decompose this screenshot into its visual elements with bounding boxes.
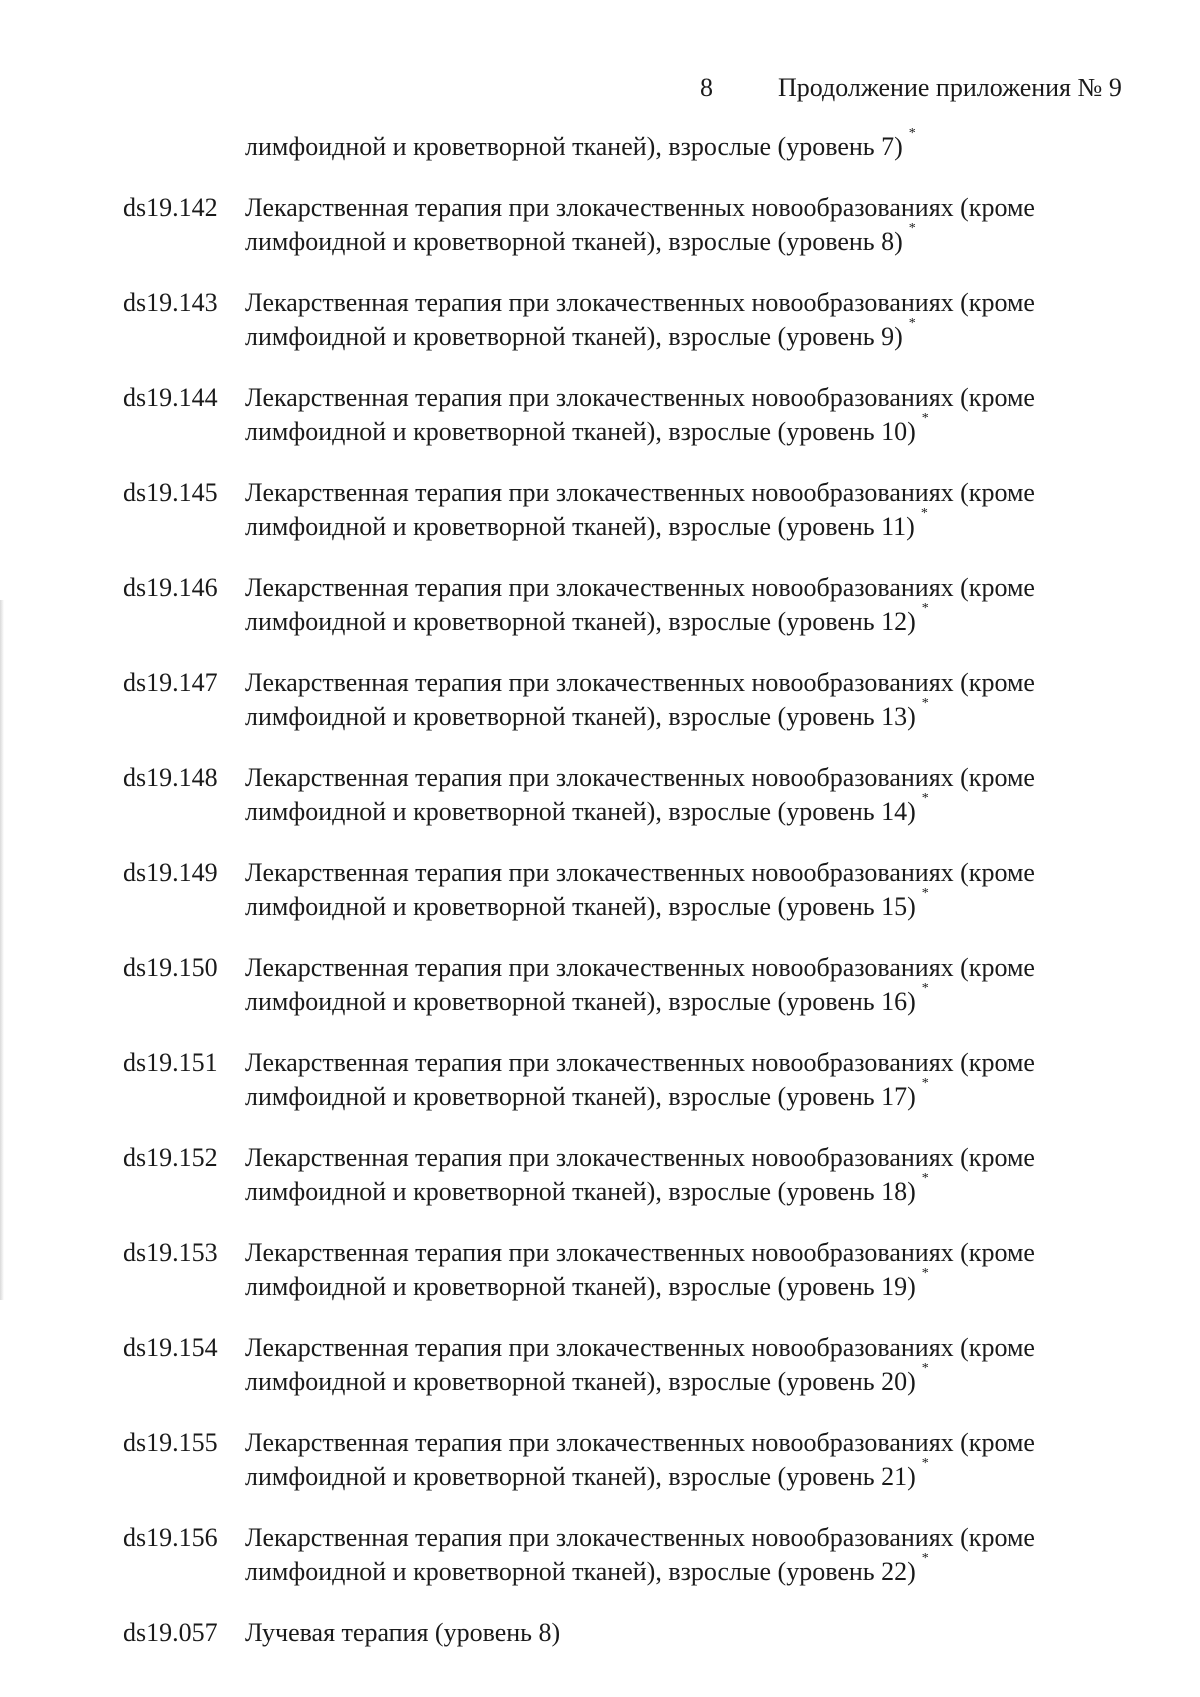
description-line-1: Лекарственная терапия при злокачественных новообразованиях (кроме xyxy=(245,1333,1035,1362)
description-line-2 xyxy=(245,506,1115,549)
item-code: ds19.151 xyxy=(123,1048,218,1077)
description-line-2-text: лимфоидной и кроветворной тканей), взрослые (уровень 13) xyxy=(245,702,916,731)
description-line-2-text: лимфоидной и кроветворной тканей), взрослые (уровень 18) xyxy=(245,1177,916,1206)
code-list xyxy=(123,191,1123,1650)
description-line-1: Лекарственная терапия при злокачественных новообразованиях (кроме xyxy=(245,1428,1035,1457)
list-item xyxy=(123,191,1123,264)
item-code: ds19.143 xyxy=(123,288,218,317)
list-item xyxy=(123,1236,1123,1309)
footnote-mark: * xyxy=(921,1076,929,1091)
description-line-2 xyxy=(245,1171,1115,1214)
footnote-mark: * xyxy=(921,601,929,616)
item-description xyxy=(245,856,1115,929)
appendix-title: Продолжение приложения № 9 xyxy=(778,73,1122,102)
description-line-1: Лекарственная терапия при злокачественных новообразованиях (кроме xyxy=(245,1143,1035,1172)
item-code: ds19.057 xyxy=(123,1618,218,1647)
item-description xyxy=(245,1521,1115,1594)
list-item xyxy=(123,856,1123,929)
list-item xyxy=(123,1141,1123,1214)
item-code: ds19.152 xyxy=(123,1143,218,1172)
list-item xyxy=(123,1046,1123,1119)
description-line-2-text: лимфоидной и кроветворной тканей), взрослые (уровень 11) xyxy=(245,512,915,541)
description-line-2-text: лимфоидной и кроветворной тканей), взрослые (уровень 8) xyxy=(245,227,903,256)
description-line-1: Лекарственная терапия при злокачественных новообразованиях (кроме xyxy=(245,573,1035,602)
description-line-1: Лекарственная терапия при злокачественных новообразованиях (кроме xyxy=(245,288,1035,317)
description-line-2-text: лимфоидной и кроветворной тканей), взрослые (уровень 12) xyxy=(245,607,916,636)
description-line-2-text: лимфоидной и кроветворной тканей), взрослые (уровень 10) xyxy=(245,417,916,446)
footnote-mark: * xyxy=(921,1456,929,1471)
item-code: ds19.154 xyxy=(123,1333,218,1362)
description-line-1: Лекарственная терапия при злокачественных новообразованиях (кроме xyxy=(245,763,1035,792)
description-line-2 xyxy=(245,886,1115,929)
item-description xyxy=(245,1331,1115,1404)
footnote-mark: * xyxy=(921,886,929,901)
description-line-2-text: лимфоидной и кроветворной тканей), взрослые (уровень 22) xyxy=(245,1557,916,1586)
description-line-2 xyxy=(245,411,1115,454)
description-line-2-text: лимфоидной и кроветворной тканей), взрослые (уровень 20) xyxy=(245,1367,916,1396)
list-item xyxy=(123,666,1123,739)
footnote-mark: * xyxy=(921,411,929,426)
footnote-mark: * xyxy=(921,696,929,711)
description-line-1: Лекарственная терапия при злокачественных новообразованиях (кроме xyxy=(245,1523,1035,1552)
footnote-mark: * xyxy=(921,981,929,996)
description-line-2 xyxy=(245,1266,1115,1309)
item-description xyxy=(245,381,1115,454)
footnote-mark: * xyxy=(921,1361,929,1376)
description-line-1: Лекарственная терапия при злокачественных новообразованиях (кроме xyxy=(245,478,1035,507)
list-item xyxy=(123,1521,1123,1594)
item-description xyxy=(245,1236,1115,1309)
list-item xyxy=(123,381,1123,454)
page-number: 8 xyxy=(700,73,713,102)
description-line-2-text: лимфоидной и кроветворной тканей), взрослые (уровень 19) xyxy=(245,1272,916,1301)
document-body xyxy=(123,126,1123,1672)
footnote-mark: * xyxy=(921,1551,929,1566)
item-description xyxy=(245,951,1115,1024)
continuation-line xyxy=(245,126,1123,169)
item-code: ds19.145 xyxy=(123,478,218,507)
item-description xyxy=(245,571,1115,644)
description-line-2 xyxy=(245,221,1115,264)
item-code: ds19.156 xyxy=(123,1523,218,1552)
description-line-2 xyxy=(245,1361,1115,1404)
item-description xyxy=(245,286,1115,359)
item-description xyxy=(245,761,1115,834)
description-line-2 xyxy=(245,1456,1115,1499)
description-line-2-text: лимфоидной и кроветворной тканей), взрослые (уровень 17) xyxy=(245,1082,916,1111)
list-item xyxy=(123,476,1123,549)
list-item xyxy=(123,951,1123,1024)
item-description xyxy=(245,1616,1115,1650)
footnote-mark: * xyxy=(921,1266,929,1281)
description-line-1: Лекарственная терапия при злокачественных новообразованиях (кроме xyxy=(245,668,1035,697)
list-item xyxy=(123,1331,1123,1404)
description-line-2-text: лимфоидной и кроветворной тканей), взрослые (уровень 21) xyxy=(245,1462,916,1491)
description-line-2-text: лимфоидной и кроветворной тканей), взрослые (уровень 15) xyxy=(245,892,916,921)
list-item xyxy=(123,761,1123,834)
description-line-1: Лучевая терапия (уровень 8) xyxy=(245,1618,561,1647)
list-item xyxy=(123,571,1123,644)
item-code: ds19.142 xyxy=(123,193,218,222)
item-code: ds19.149 xyxy=(123,858,218,887)
description-line-2-text: лимфоидной и кроветворной тканей), взрослые (уровень 9) xyxy=(245,322,903,351)
description-line-2 xyxy=(245,696,1115,739)
footnote-mark: * xyxy=(908,316,916,331)
item-description xyxy=(245,476,1115,549)
footnote-mark: * xyxy=(921,1171,929,1186)
item-description xyxy=(245,1426,1115,1499)
item-description xyxy=(245,1046,1115,1119)
item-description xyxy=(245,191,1115,264)
description-line-2 xyxy=(245,1076,1115,1119)
item-code: ds19.144 xyxy=(123,383,218,412)
item-code: ds19.147 xyxy=(123,668,218,697)
description-line-2 xyxy=(245,316,1115,359)
item-code: ds19.153 xyxy=(123,1238,218,1267)
item-description xyxy=(245,1141,1115,1214)
description-line-1: Лекарственная терапия при злокачественных новообразованиях (кроме xyxy=(245,193,1035,222)
footnote-mark: * xyxy=(920,506,928,521)
description-line-2-text: лимфоидной и кроветворной тканей), взрослые (уровень 14) xyxy=(245,797,916,826)
footnote-mark: * xyxy=(921,791,929,806)
description-line-2-text: лимфоидной и кроветворной тканей), взрослые (уровень 16) xyxy=(245,987,916,1016)
list-item xyxy=(123,286,1123,359)
item-code: ds19.148 xyxy=(123,763,218,792)
item-description xyxy=(245,666,1115,739)
footnote-mark: * xyxy=(908,221,916,236)
item-code: ds19.150 xyxy=(123,953,218,982)
description-line-2 xyxy=(245,1551,1115,1594)
description-line-1: Лекарственная терапия при злокачественных новообразованиях (кроме xyxy=(245,858,1035,887)
footnote-mark: * xyxy=(908,126,916,141)
description-line-1: Лекарственная терапия при злокачественных новообразованиях (кроме xyxy=(245,1238,1035,1267)
item-code: ds19.155 xyxy=(123,1428,218,1457)
description-line-1: Лекарственная терапия при злокачественных новообразованиях (кроме xyxy=(245,953,1035,982)
scan-edge-shadow xyxy=(0,600,4,1300)
description-line-2 xyxy=(245,601,1115,644)
continuation-text: лимфоидной и кроветворной тканей), взрослые (уровень 7) xyxy=(245,132,903,161)
item-code: ds19.146 xyxy=(123,573,218,602)
list-item xyxy=(123,1616,1123,1650)
description-line-1: Лекарственная терапия при злокачественных новообразованиях (кроме xyxy=(245,1048,1035,1077)
description-line-2 xyxy=(245,791,1115,834)
list-item xyxy=(123,1426,1123,1499)
description-line-1: Лекарственная терапия при злокачественных новообразованиях (кроме xyxy=(245,383,1035,412)
description-line-2 xyxy=(245,981,1115,1024)
